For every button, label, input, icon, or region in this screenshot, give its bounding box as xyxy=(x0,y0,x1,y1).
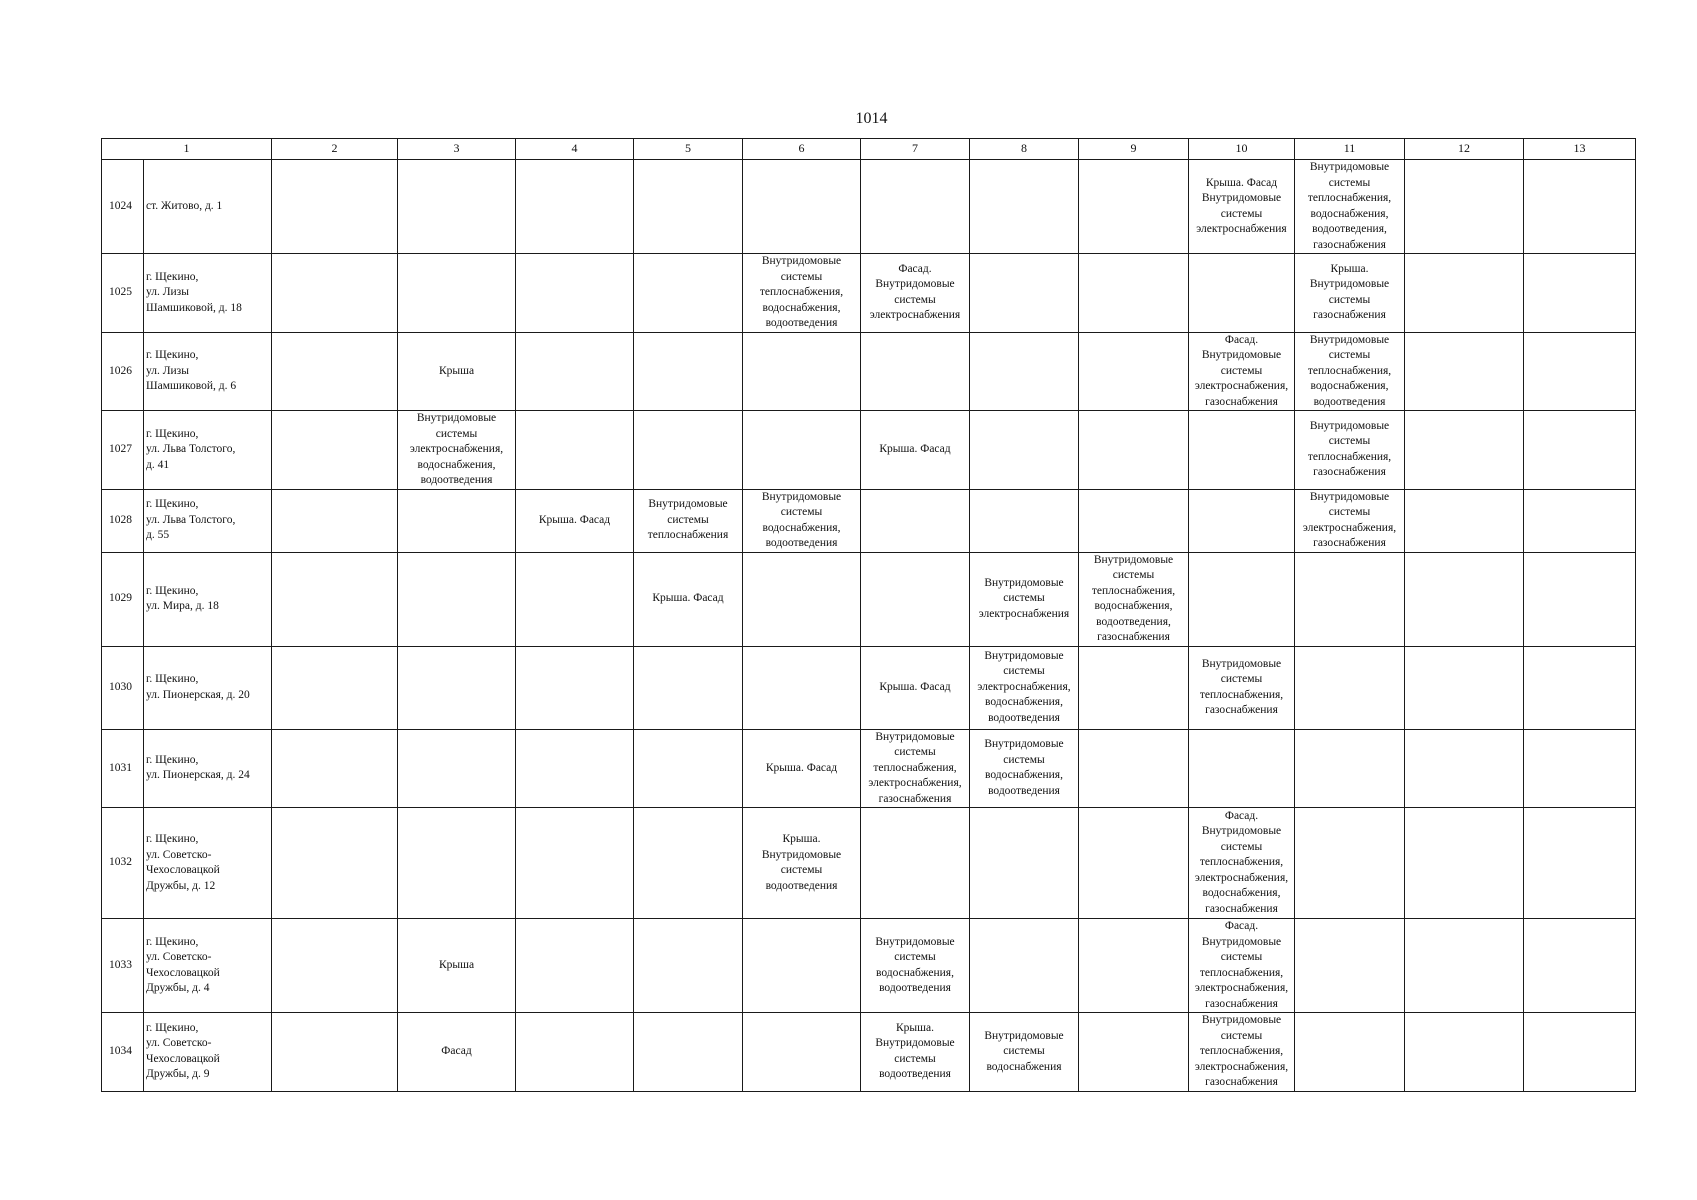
page-number: 1014 xyxy=(855,110,888,127)
work-cell xyxy=(970,332,1079,411)
work-cell xyxy=(1295,646,1405,729)
work-cell xyxy=(516,254,634,333)
work-text: Внутридомовые системы водоснабжения xyxy=(984,1029,1064,1073)
work-cell xyxy=(1405,808,1524,919)
work-cell xyxy=(861,919,970,1013)
table-row xyxy=(102,1013,1636,1092)
work-cell xyxy=(1079,411,1189,490)
work-cell xyxy=(1405,160,1524,254)
work-text: Крыша. Внутридомовые системы водоотведения xyxy=(761,833,842,892)
work-cell xyxy=(1079,646,1189,729)
work-cell xyxy=(1189,332,1295,411)
work-cell xyxy=(1189,160,1295,254)
work-cell xyxy=(861,552,970,646)
work-cell xyxy=(634,552,743,646)
table-row xyxy=(102,160,1636,254)
work-cell xyxy=(516,332,634,411)
work-cell xyxy=(861,411,970,490)
work-text: Крыша. Фасад xyxy=(538,513,611,526)
column-header: 8 xyxy=(970,139,1079,160)
column-header: 11 xyxy=(1295,139,1405,160)
work-cell xyxy=(1405,332,1524,411)
work-cell xyxy=(272,919,398,1013)
work-cell xyxy=(1524,254,1636,333)
work-cell xyxy=(1405,411,1524,490)
work-cell xyxy=(516,411,634,490)
work-cell xyxy=(516,729,634,808)
work-cell xyxy=(634,411,743,490)
work-cell xyxy=(1295,729,1405,808)
work-cell xyxy=(743,160,861,254)
work-cell xyxy=(970,808,1079,919)
work-cell xyxy=(1189,411,1295,490)
work-cell xyxy=(1079,919,1189,1013)
table-row xyxy=(102,489,1636,552)
work-cell xyxy=(1405,646,1524,729)
work-cell xyxy=(634,489,743,552)
table-row xyxy=(102,552,1636,646)
work-cell xyxy=(634,729,743,808)
work-cell xyxy=(1079,729,1189,808)
work-cell xyxy=(1405,919,1524,1013)
column-header: 2 xyxy=(272,139,398,160)
work-cell xyxy=(516,808,634,919)
address-cell xyxy=(144,808,272,919)
work-text: Крыша xyxy=(438,958,475,971)
address-cell xyxy=(144,332,272,411)
work-text: Крыша. Фасад xyxy=(879,680,951,693)
column-header: 12 xyxy=(1405,139,1524,160)
work-cell xyxy=(1189,489,1295,552)
work-text: Внутридомовые системы теплоснабжения, электроснабжения, газоснабжения xyxy=(868,730,962,805)
address-cell xyxy=(144,729,272,808)
work-cell xyxy=(861,729,970,808)
work-text: Внутридомовые системы теплоснабжения, газоснабжения xyxy=(1199,657,1284,716)
work-cell xyxy=(1524,552,1636,646)
work-cell xyxy=(1079,160,1189,254)
work-cell xyxy=(272,411,398,490)
work-cell xyxy=(970,919,1079,1013)
work-cell xyxy=(861,808,970,919)
work-cell xyxy=(1295,919,1405,1013)
work-cell xyxy=(516,1013,634,1092)
work-text: Крыша. Фасад xyxy=(879,443,951,455)
row-number: 1027 xyxy=(102,411,144,490)
address-cell xyxy=(144,1013,272,1092)
work-cell xyxy=(861,332,970,411)
column-header: 9 xyxy=(1079,139,1189,160)
work-text: Внутридомовые системы теплоснабжения xyxy=(647,498,729,542)
work-cell xyxy=(1189,1013,1295,1092)
row-number: 1033 xyxy=(102,919,144,1013)
work-cell xyxy=(1524,808,1636,919)
work-text: Крыша. Внутридомовые системы газоснабжения xyxy=(1309,262,1390,322)
work-cell xyxy=(1524,411,1636,490)
work-cell xyxy=(272,646,398,729)
work-cell xyxy=(743,808,861,919)
column-header: 1 xyxy=(102,139,272,160)
work-text: Крыша. Фасад xyxy=(652,592,724,605)
work-cell xyxy=(398,332,516,411)
work-text: Внутридомовые системы электроснабжения, водоснабжения, водоотведения xyxy=(409,412,504,486)
work-text: Внутридомовые системы водоснабжения, водоотведения xyxy=(761,490,842,549)
work-cell xyxy=(1295,489,1405,552)
work-cell xyxy=(272,332,398,411)
work-cell xyxy=(970,411,1079,490)
work-cell xyxy=(398,646,516,729)
work-cell xyxy=(743,411,861,490)
work-text: Фасад. Внутридомовые системы электроснабжения xyxy=(869,262,961,322)
work-text: Внутридомовые системы водоснабжения, водоотведения xyxy=(875,935,955,994)
work-cell xyxy=(1079,254,1189,333)
work-cell xyxy=(861,646,970,729)
work-cell xyxy=(970,160,1079,254)
work-cell xyxy=(1524,919,1636,1013)
work-cell xyxy=(1189,919,1295,1013)
work-cell xyxy=(1524,729,1636,808)
work-text: Внутридомовые системы теплоснабжения, электроснабжения, газоснабжения xyxy=(1194,1014,1289,1088)
work-cell xyxy=(1524,332,1636,411)
work-cell xyxy=(743,254,861,333)
column-header: 13 xyxy=(1524,139,1636,160)
work-cell xyxy=(634,254,743,333)
work-cell xyxy=(272,160,398,254)
work-cell xyxy=(970,646,1079,729)
row-number: 1029 xyxy=(102,552,144,646)
work-cell xyxy=(398,919,516,1013)
row-number: 1034 xyxy=(102,1013,144,1092)
work-cell xyxy=(634,919,743,1013)
address-cell xyxy=(144,254,272,333)
work-cell xyxy=(516,919,634,1013)
work-cell xyxy=(1405,729,1524,808)
work-cell xyxy=(1295,411,1405,490)
address-cell xyxy=(144,919,272,1013)
work-text: Фасад. Внутридомовые системы теплоснабжения, электроснабжения, водоснабжения, газоснабжения xyxy=(1194,809,1289,915)
work-cell xyxy=(1189,254,1295,333)
work-cell xyxy=(272,1013,398,1092)
work-cell xyxy=(272,552,398,646)
row-number: 1024 xyxy=(102,160,144,254)
table-body xyxy=(102,160,1636,1092)
work-cell xyxy=(1295,808,1405,919)
work-cell xyxy=(634,646,743,729)
work-text: Внутридомовые системы теплоснабжения, газоснабжения xyxy=(1307,419,1392,479)
work-cell xyxy=(1524,160,1636,254)
address-text: г. Щекино, ул. Льва Толстого, д. 41 xyxy=(146,427,236,471)
address-text: г. Щекино, ул. Пионерская, д. 24 xyxy=(146,753,250,782)
work-cell xyxy=(1295,552,1405,646)
work-cell xyxy=(970,254,1079,333)
work-cell xyxy=(272,808,398,919)
address-text: г. Щекино, ул. Советско- Чехословацкой Дружбы, д. 9 xyxy=(146,1021,220,1081)
work-cell xyxy=(516,489,634,552)
work-cell xyxy=(861,489,970,552)
column-header: 7 xyxy=(861,139,970,160)
work-cell xyxy=(1295,1013,1405,1092)
work-cell xyxy=(272,254,398,333)
work-cell xyxy=(398,552,516,646)
work-text: Крыша. Фасад xyxy=(765,761,838,774)
work-cell xyxy=(398,1013,516,1092)
work-cell xyxy=(1405,1013,1524,1092)
work-cell xyxy=(861,254,970,333)
work-cell xyxy=(970,1013,1079,1092)
work-cell xyxy=(1189,729,1295,808)
work-cell xyxy=(861,1013,970,1092)
address-text: г. Щекино, ул. Лизы Шамшиковой, д. 6 xyxy=(146,349,237,392)
work-cell xyxy=(1079,808,1189,919)
table-row xyxy=(102,411,1636,490)
work-cell xyxy=(970,489,1079,552)
address-text: г. Щекино, ул. Пионерская, д. 20 xyxy=(146,673,250,701)
work-cell xyxy=(398,254,516,333)
table-row xyxy=(102,808,1636,919)
address-text: г. Щекино, ул. Льва Толстого, д. 55 xyxy=(146,498,236,542)
work-cell xyxy=(398,160,516,254)
address-text: г. Щекино, ул. Мира, д. 18 xyxy=(146,584,219,612)
address-text: ст. Житово, д. 1 xyxy=(146,199,223,212)
column-header: 6 xyxy=(743,139,861,160)
row-number: 1032 xyxy=(102,808,144,919)
work-text: Внутридомовые системы водоснабжения, водоотведения xyxy=(984,738,1064,797)
address-text: г. Щекино, ул. Лизы Шамшиковой, д. 18 xyxy=(146,270,242,314)
address-text: г. Щекино, ул. Советско- Чехословацкой Дружбы, д. 12 xyxy=(146,833,220,892)
work-cell xyxy=(516,552,634,646)
table-row xyxy=(102,332,1636,411)
work-text: Внутридомовые системы теплоснабжения, водоснабжения, водоотведения xyxy=(1307,333,1392,408)
row-number: 1030 xyxy=(102,646,144,729)
work-cell xyxy=(272,489,398,552)
work-cell xyxy=(743,646,861,729)
work-cell xyxy=(1079,1013,1189,1092)
address-cell xyxy=(144,411,272,490)
work-text: Внутридомовые системы электроснабжения, водоснабжения, водоотведения xyxy=(977,649,1071,724)
work-cell xyxy=(743,332,861,411)
work-text: Внутридомовые системы теплоснабжения, водоснабжения, водоотведения, газоснабжения xyxy=(1307,161,1392,251)
work-text: Крыша. Внутридомовые системы водоотведения xyxy=(875,1021,955,1081)
address-text: г. Щекино, ул. Советско- Чехословацкой Дружбы, д. 4 xyxy=(146,935,220,994)
work-text: Фасад. Внутридомовые системы теплоснабжения, электроснабжения, газоснабжения xyxy=(1194,920,1289,1010)
work-cell xyxy=(970,552,1079,646)
address-cell xyxy=(144,552,272,646)
work-cell xyxy=(634,332,743,411)
work-text: Фасад xyxy=(441,1045,472,1057)
work-cell xyxy=(398,808,516,919)
address-cell xyxy=(144,489,272,552)
work-text: Внутридомовые системы электроснабжения, газоснабжения xyxy=(1302,490,1397,549)
work-cell xyxy=(743,1013,861,1092)
work-cell xyxy=(1405,489,1524,552)
column-header: 4 xyxy=(516,139,634,160)
work-cell xyxy=(516,160,634,254)
work-text: Фасад. Внутридомовые системы электроснабжения, газоснабжения xyxy=(1194,333,1289,408)
work-cell xyxy=(743,729,861,808)
work-text: Внутридомовые системы электроснабжения xyxy=(978,576,1070,620)
column-header: 3 xyxy=(398,139,516,160)
row-number: 1025 xyxy=(102,254,144,333)
table-row xyxy=(102,254,1636,333)
work-cell xyxy=(634,808,743,919)
work-text: Крыша. Фасад Внутридомовые системы электроснабжения xyxy=(1196,176,1287,235)
row-number: 1031 xyxy=(102,729,144,808)
work-cell xyxy=(1524,489,1636,552)
address-cell xyxy=(144,160,272,254)
column-header: 5 xyxy=(634,139,743,160)
work-cell xyxy=(1295,332,1405,411)
work-cell xyxy=(970,729,1079,808)
work-text: Крыша xyxy=(438,364,475,377)
work-cell xyxy=(272,729,398,808)
work-cell xyxy=(861,160,970,254)
work-cell xyxy=(1079,489,1189,552)
work-cell xyxy=(1405,552,1524,646)
work-cell xyxy=(1295,254,1405,333)
table-row xyxy=(102,646,1636,729)
work-cell xyxy=(634,1013,743,1092)
work-cell xyxy=(1079,332,1189,411)
work-text: Внутридомовые системы теплоснабжения, водоснабжения, водоотведения, газоснабжения xyxy=(1091,553,1176,643)
row-number: 1026 xyxy=(102,332,144,411)
work-cell xyxy=(743,552,861,646)
work-text: Внутридомовые системы теплоснабжения, водоснабжения, водоотведения xyxy=(759,255,844,329)
work-cell xyxy=(1524,1013,1636,1092)
work-cell xyxy=(1079,552,1189,646)
header-row xyxy=(102,139,1636,160)
work-cell xyxy=(398,489,516,552)
work-cell xyxy=(1524,646,1636,729)
work-cell xyxy=(1295,160,1405,254)
work-cell xyxy=(398,411,516,490)
work-cell xyxy=(1189,808,1295,919)
table-row xyxy=(102,729,1636,808)
work-cell xyxy=(398,729,516,808)
work-cell xyxy=(1189,552,1295,646)
work-cell xyxy=(1405,254,1524,333)
row-number: 1028 xyxy=(102,489,144,552)
work-cell xyxy=(1189,646,1295,729)
work-cell xyxy=(634,160,743,254)
address-cell xyxy=(144,646,272,729)
column-header: 10 xyxy=(1189,139,1295,160)
work-cell xyxy=(516,646,634,729)
works-table xyxy=(101,138,1636,1092)
work-cell xyxy=(743,489,861,552)
table-row xyxy=(102,919,1636,1013)
work-cell xyxy=(743,919,861,1013)
